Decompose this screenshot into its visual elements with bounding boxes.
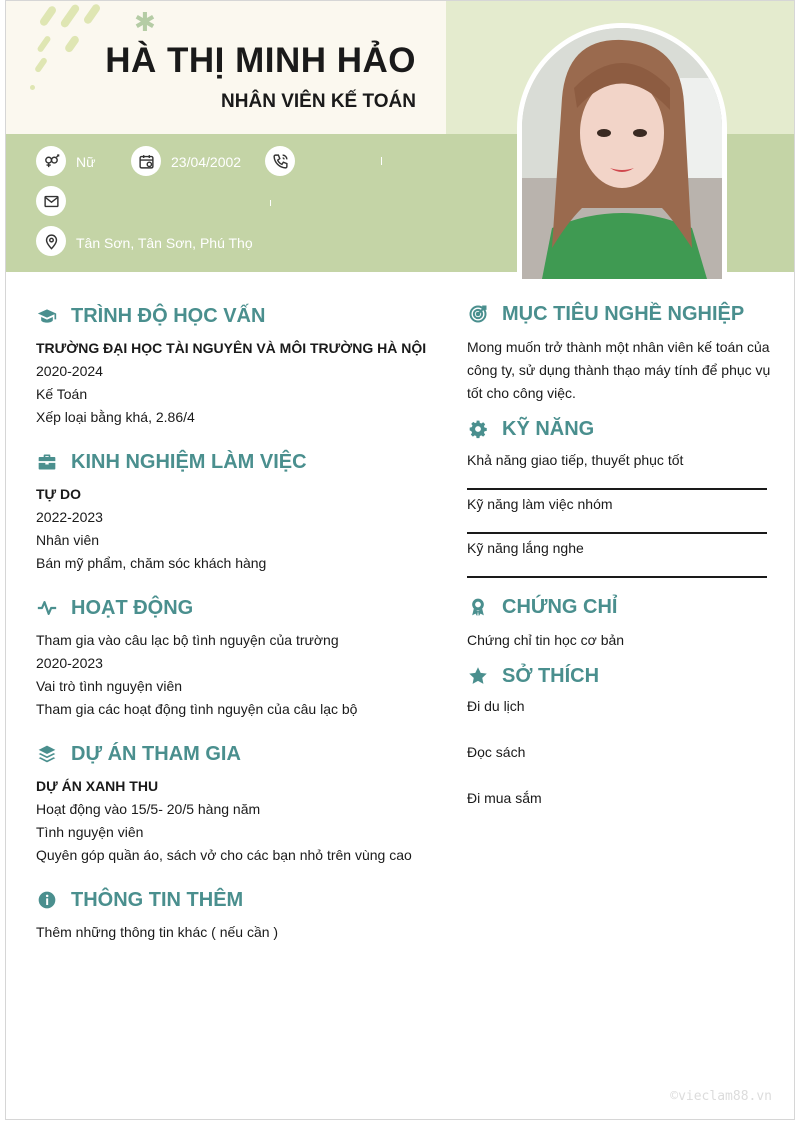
projects-heading: DỰ ÁN THAM GIA — [71, 742, 241, 765]
location-pin-icon — [36, 226, 66, 256]
candidate-job-title: NHÂN VIÊN KẾ TOÁN — [221, 91, 416, 112]
skills-section — [467, 416, 767, 578]
candidate-name: HÀ THỊ MINH HẢO — [105, 41, 416, 80]
birthdate-value: 23/04/2002 — [171, 154, 242, 170]
email-end-marker — [270, 200, 271, 206]
activities-section — [36, 595, 357, 721]
gear-icon — [467, 418, 489, 440]
hobby-item: Đọc sách — [467, 744, 526, 760]
skill-item: Kỹ năng lắng nghe — [467, 534, 767, 578]
hobbies-heading: SỞ THÍCH — [502, 664, 600, 687]
experience-heading: KINH NGHIỆM LÀM VIỆC — [71, 450, 307, 473]
address-value: Tân Sơn, Tân Sơn, Phú Thọ — [76, 235, 253, 251]
activities-description: Tham gia các hoạt động tình nguyện của câu lạc bộ — [36, 701, 358, 717]
decoration-dot — [30, 85, 35, 90]
pulse-icon — [36, 597, 58, 619]
layers-icon — [36, 743, 58, 765]
skill-item: Kỹ năng làm việc nhóm — [467, 490, 767, 534]
gender-value: Nữ — [76, 154, 96, 170]
education-grade: Xếp loại bằng khá, 2.86/4 — [36, 409, 195, 425]
education-years: 2020-2024 — [36, 363, 103, 379]
activities-heading: HOẠT ĐỘNG — [71, 596, 194, 619]
objective-text: Mong muốn trở thành một nhân viên kế toán của công ty, sử dụng thành thạo máy tính để phục vụ tốt cho công việc. — [467, 339, 771, 401]
cv-page — [5, 0, 795, 1120]
education-heading: TRÌNH ĐỘ HỌC VẤN — [71, 304, 266, 327]
project-name: DỰ ÁN XANH THU — [36, 778, 159, 794]
candidate-photo — [522, 28, 722, 279]
decoration-star-icon: ✱ — [134, 7, 156, 37]
experience-role: Nhân viên — [36, 532, 100, 548]
target-icon — [467, 303, 489, 325]
extra-info-text: Thêm những thông tin khác ( nếu cần ) — [36, 924, 279, 940]
project-role: Tình nguyện viên — [36, 824, 144, 840]
objective-heading: MỤC TIÊU NGHỀ NGHIỆP — [502, 302, 745, 325]
hobby-item: Đi du lịch — [467, 698, 525, 714]
phone-icon — [265, 146, 295, 176]
project-description: Quyên góp quần áo, sách vở cho các bạn nhỏ trên vùng cao — [36, 847, 412, 863]
education-major: Kế Toán — [36, 386, 88, 402]
hobby-item: Đi mua sắm — [467, 790, 542, 806]
projects-section — [36, 741, 412, 867]
experience-description: Bán mỹ phẩm, chăm sóc khách hàng — [36, 555, 267, 571]
extra-info-section — [36, 887, 278, 944]
phone-end-marker — [381, 157, 382, 165]
info-icon — [36, 889, 58, 911]
calendar-icon — [131, 146, 161, 176]
education-section — [36, 303, 426, 429]
gender-icon — [36, 146, 66, 176]
graduation-cap-icon — [36, 305, 58, 327]
experience-company: TỰ DO — [36, 486, 82, 502]
activities-role: Vai trò tình nguyện viên — [36, 678, 183, 694]
skills-heading: KỸ NĂNG — [502, 417, 595, 440]
watermark: ©vieclam88.vn — [670, 1089, 772, 1104]
project-time: Hoạt động vào 15/5- 20/5 hàng năm — [36, 801, 261, 817]
skill-item: Khả năng giao tiếp, thuyết phục tốt — [467, 446, 767, 490]
star-icon — [467, 665, 489, 687]
email-icon — [36, 186, 66, 216]
experience-section — [36, 449, 307, 575]
certificates-heading: CHỨNG CHỈ — [502, 595, 618, 618]
activities-org: Tham gia vào câu lạc bộ tình nguyện của trường — [36, 632, 339, 648]
education-school: TRƯỜNG ĐẠI HỌC TÀI NGUYÊN VÀ MÔI TRƯỜNG HÀ NỘI — [36, 340, 427, 356]
briefcase-icon — [36, 451, 58, 473]
activities-years: 2020-2023 — [36, 655, 103, 671]
certificates-section — [467, 594, 624, 652]
extra-info-heading: THÔNG TIN THÊM — [71, 888, 244, 911]
objective-section — [467, 301, 777, 405]
hobbies-section — [467, 663, 599, 829]
certificate-item: Chứng chỉ tin học cơ bản — [467, 632, 625, 648]
award-ribbon-icon — [467, 596, 489, 618]
experience-years: 2022-2023 — [36, 509, 103, 525]
